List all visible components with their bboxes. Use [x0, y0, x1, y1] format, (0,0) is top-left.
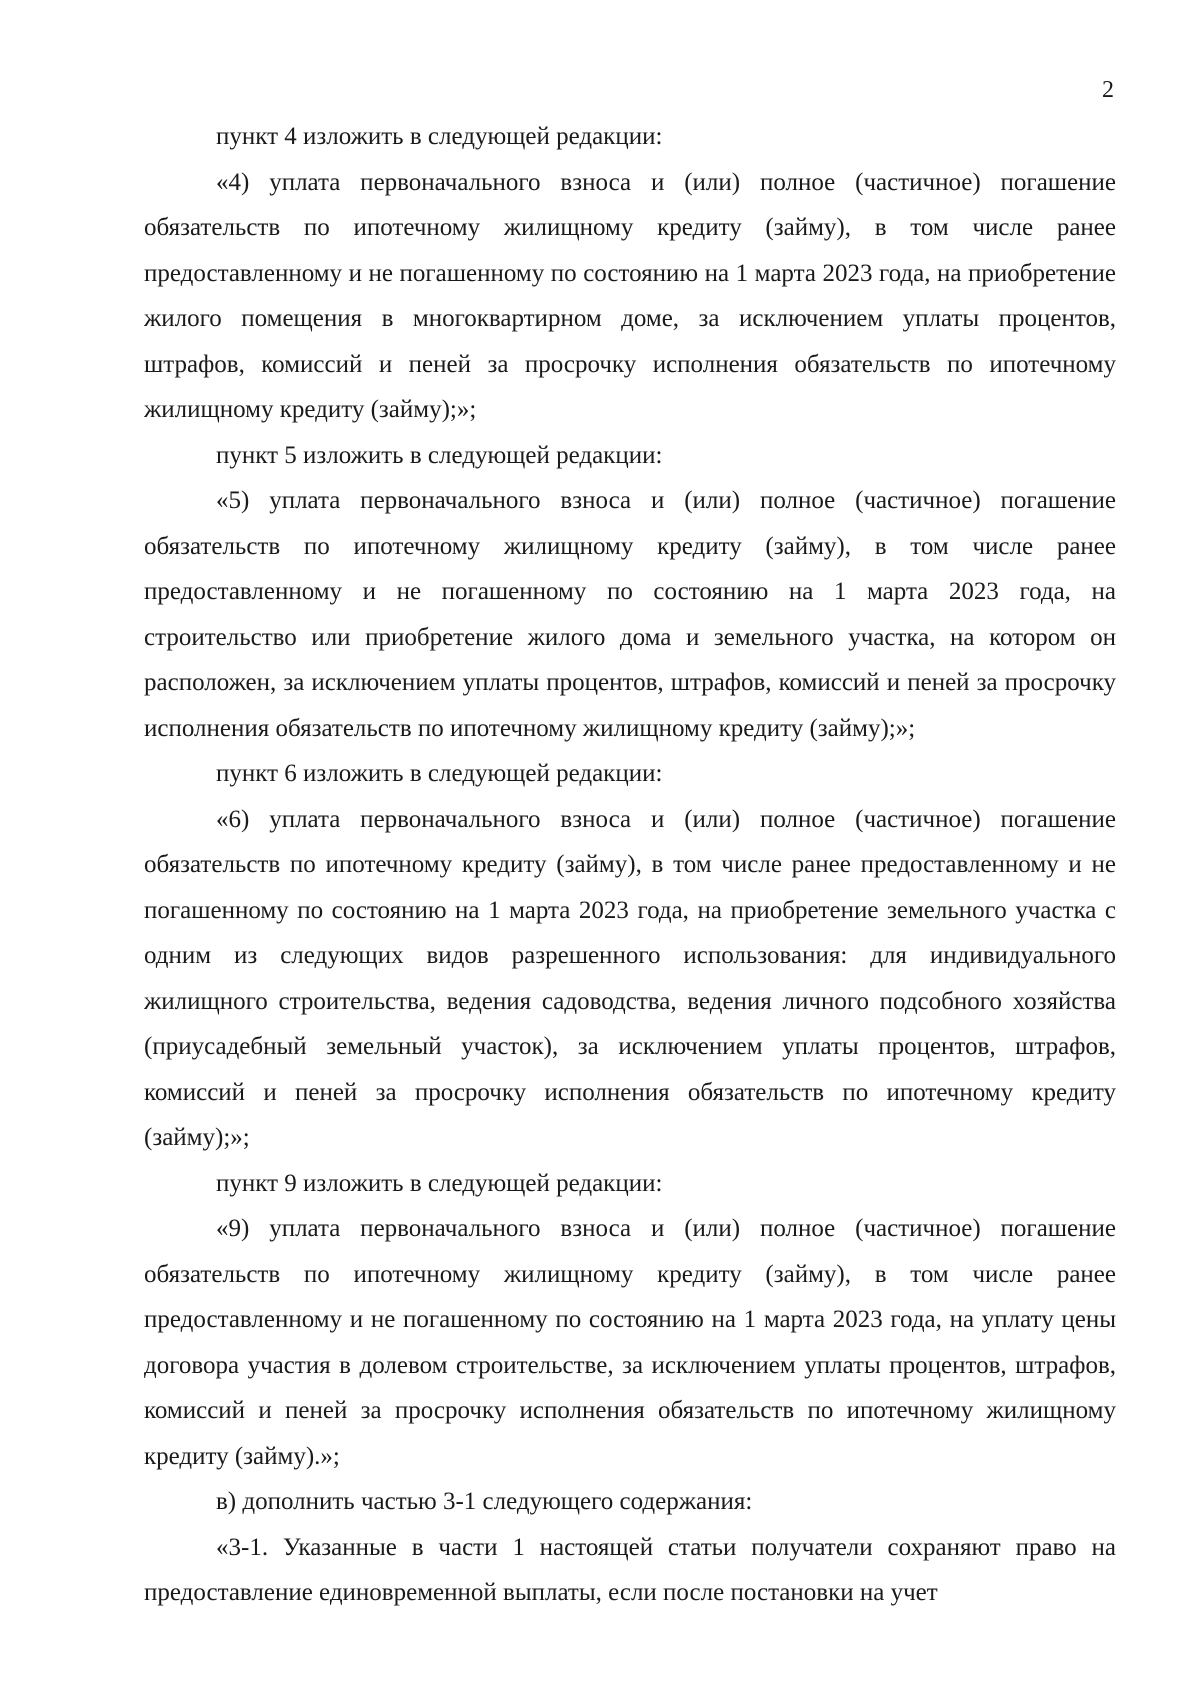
paragraph-clause-9-text: «9) уплата первоначального взноса и (или) полное (частичное) погашение обязательств по ипотечному жилищному кредиту (займу), в том числе ранее предоставленному и не погашенному по состоянию на 1 марта 2023 года, на уплату цены договора участия в долевом строительстве, за исключением уплаты процентов, штрафов, комиссий и пеней за просрочку исполнения обязательств по ипотечному жилищному кредиту (займу).»; [144, 1215, 1116, 1470]
paragraph-clause-6-text: «6) уплата первоначального взноса и (или) полное (частичное) погашение обязательств по ипотечному кредиту (займу), в том числе ранее предоставленному и не погашенному по состоянию на 1 марта 2023 года, на приобретение земельного участка с одним из следующих видов разрешенного использования: для индивидуального жилищного строительства, ведения садоводства, ведения личного подсобного хозяйства (приусадебный земельный участок), за исключением уплаты процентов, штрафов, комиссий и пеней за просрочку исполнения обязательств по ипотечному кредиту (займу);»; [144, 805, 1116, 1151]
paragraph-clause-6-intro: пункт 6 изложить в следующей редакции: [216, 760, 663, 787]
paragraph-clause-4-text: «4) уплата первоначального взноса и (или) полное (частичное) погашение обязательств по ипотечному жилищному кредиту (займу), в том числе ранее предоставленному и не погашенному по состоянию на 1 марта 2023 года, на приобретение жилого помещения в многоквартирном доме, за исключением уплаты процентов, штрафов, комиссий и пеней за просрочку исполнения обязательств по ипотечному жилищному кредиту (займу);»; [144, 168, 1116, 423]
paragraph-clause-5-text: «5) уплата первоначального взноса и (или) полное (частичное) погашение обязательств по ипотечному жилищному кредиту (займу), в том числе ранее предоставленному и не погашенному по состоянию на 1 марта 2023 года, на строительство или приобретение жилого дома и земельного участка, на котором он расположен, за исключением уплаты процентов, штрафов, комиссий и пеней за просрочку исполнения обязательств по ипотечному жилищному кредиту (займу);»; [144, 487, 1116, 742]
paragraph-clause-9-intro: пункт 9 изложить в следующей редакции: [216, 1169, 663, 1197]
paragraph-item-v: в) дополнить частью 3-1 следующего содержания: [216, 1488, 753, 1515]
paragraph-clause-5-intro: пункт 5 изложить в следующей редакции: [216, 441, 663, 469]
paragraph-part-3-1: «3-1. Указанные в части 1 настоящей статьи получатели сохраняют право на предоставление единовременной выплаты, если после постановки на учет [144, 1533, 1116, 1606]
page-number: 2 [1102, 77, 1114, 103]
document-body [144, 114, 1116, 1616]
paragraph-clause-4-intro: пункт 4 изложить в следующей редакции: [216, 123, 663, 150]
